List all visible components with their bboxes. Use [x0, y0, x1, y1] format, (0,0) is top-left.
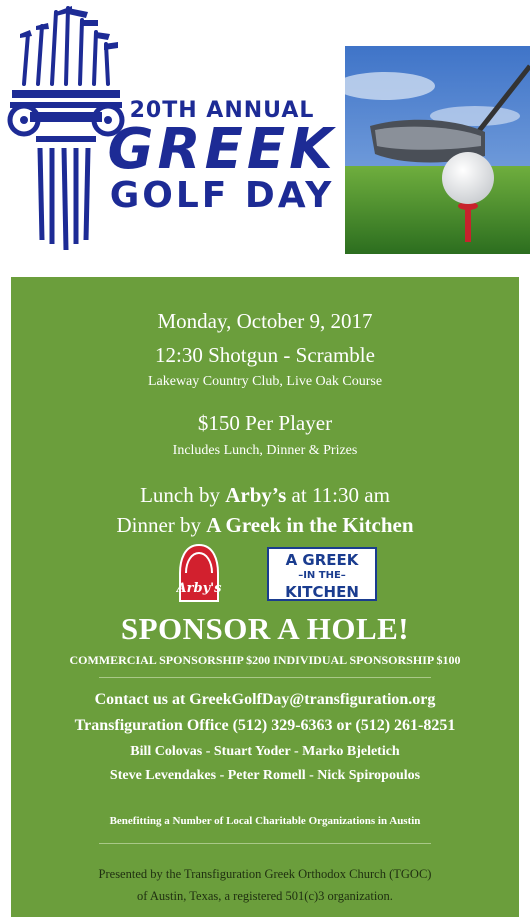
benefit-statement: Benefitting a Number of Local Charitable Organizations in Austin: [109, 815, 421, 827]
logo-greek-text: GREEK: [107, 117, 337, 182]
dinner-line: [11, 513, 519, 538]
logo-annual-text: 20TH ANNUAL: [129, 98, 315, 123]
event-time-format: 12:30 Shotgun - Scramble: [155, 343, 375, 367]
sponsor-headline: SPONSOR A HOLE!: [120, 611, 410, 646]
lunch-vendor: Arby’s: [225, 483, 287, 507]
dinner-prefix: Dinner by: [116, 513, 207, 537]
contact-phone-line: Transfiguration Office (512) 329-6363 or (512) 261-8251: [74, 717, 456, 734]
gitk-line2: –IN THE–: [298, 570, 346, 581]
greek-in-the-kitchen-logo: [267, 547, 377, 601]
committee-names-1: Bill Colovas - Stuart Yoder - Marko Bjeletich: [130, 744, 400, 759]
event-price: $150 Per Player: [197, 411, 333, 435]
logo-golf-day-text: GOLF DAY: [109, 175, 335, 216]
gitk-line3: KITCHEN: [285, 583, 359, 601]
gitk-line1: A GREEK: [285, 551, 359, 569]
event-venue: Lakeway Country Club, Live Oak Course: [147, 374, 383, 389]
golf-club-ball-photo: [345, 46, 530, 254]
event-logo-title: [107, 98, 337, 215]
flyer-header: [0, 0, 530, 272]
committee-names-2: Steve Levendakes - Peter Romell - Nick Spiropoulos: [109, 768, 421, 783]
arbys-logo-text: Arby's: [176, 581, 222, 596]
contact-email-line: Contact us at GreekGolfDay@transfiguration.org: [94, 691, 436, 708]
arbys-logo: [176, 543, 222, 605]
lunch-line: [11, 483, 519, 508]
dinner-vendor: A Greek in the Kitchen: [206, 513, 414, 537]
event-includes: Includes Lunch, Dinner & Prizes: [172, 443, 358, 458]
divider-1: [99, 677, 431, 678]
lunch-prefix: Lunch by: [140, 483, 226, 507]
lunch-suffix: at 11:30 am: [286, 483, 390, 507]
presenter-line-2: of Austin, Texas, a registered 501(c)3 organization.: [137, 889, 393, 903]
event-date: Monday, October 9, 2017: [157, 309, 373, 333]
event-details-panel: [11, 277, 519, 917]
sponsorship-tiers: COMMERCIAL SPONSORSHIP $200 INDIVIDUAL SPONSORSHIP $100: [69, 653, 461, 667]
presenter-line-1: Presented by the Transfiguration Greek Orthodox Church (TGOC): [98, 867, 432, 881]
divider-2: [99, 843, 431, 844]
